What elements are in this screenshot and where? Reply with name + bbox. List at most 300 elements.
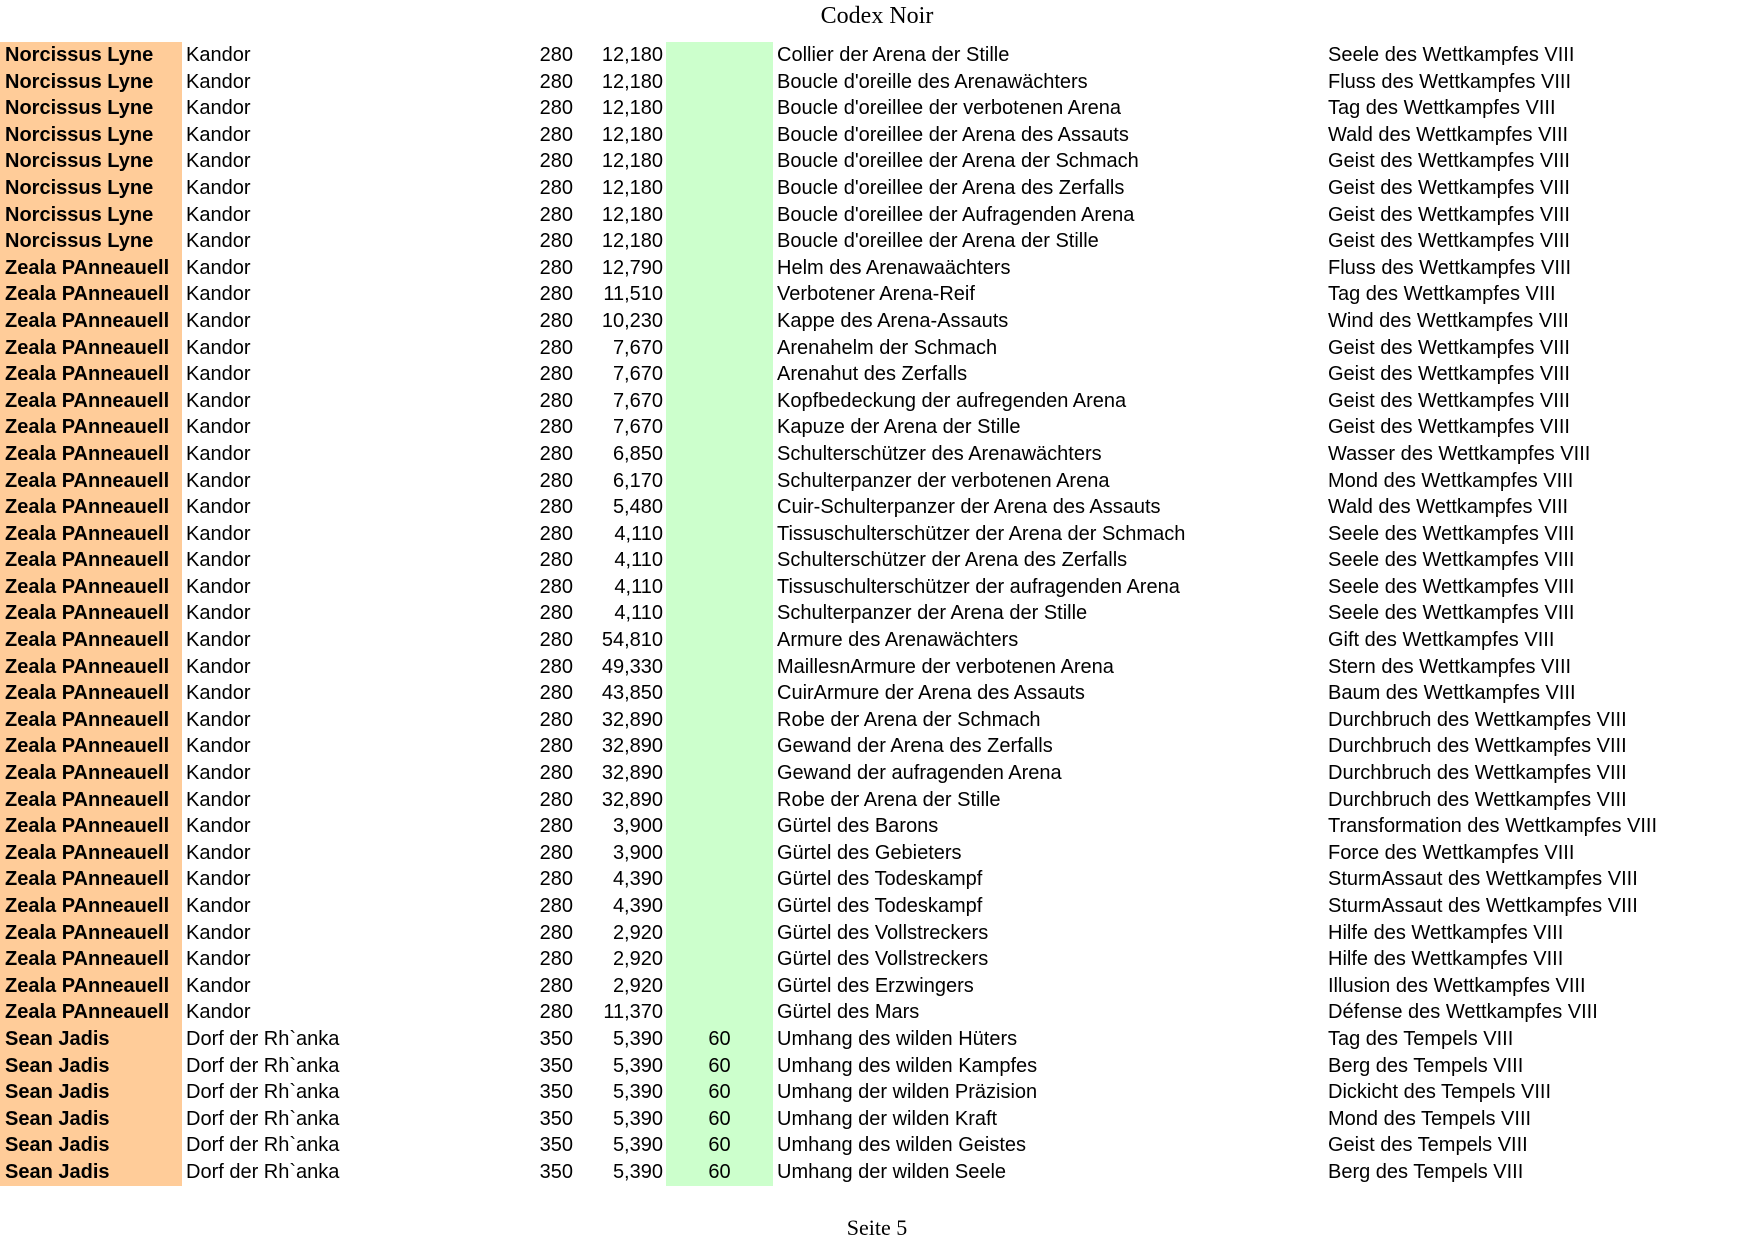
location-cell: Kandor — [186, 708, 251, 731]
table-row — [0, 920, 1754, 947]
reward-cell: Seele des Wettkampfes VIII — [1328, 602, 1575, 625]
price-cell: 32,890 — [601, 762, 663, 785]
extra-cell — [666, 973, 773, 1000]
reward-cell: Hilfe des Wettkampfes VIII — [1328, 921, 1564, 944]
extra-cell: 60 — [666, 1026, 773, 1053]
npc-name-cell: Zeala PAnneauell — [0, 946, 182, 973]
price-cell: 12,180 — [601, 44, 663, 66]
table-row — [0, 255, 1754, 282]
reward-cell: Défense des Wettkampfes VIII — [1328, 1001, 1598, 1024]
reward-cell: Gift des Wettkampfes VIII — [1328, 629, 1555, 652]
reward-cell: Stern des Wettkampfes VIII — [1328, 655, 1572, 678]
location-cell: Kandor — [186, 97, 251, 120]
level-cell: 280 — [539, 1001, 573, 1024]
location-cell: Dorf der Rh`anka — [186, 1160, 340, 1183]
location-cell: Kandor — [186, 841, 251, 864]
price-cell: 4,110 — [614, 522, 663, 545]
npc-name-cell: Zeala PAnneauell — [0, 255, 182, 282]
extra-cell — [666, 547, 773, 574]
item-name-cell: Armure des Arenawächters — [777, 629, 1019, 652]
table-row — [0, 361, 1754, 388]
location-cell: Kandor — [186, 442, 251, 465]
extra-cell — [666, 441, 773, 468]
table-row — [0, 760, 1754, 787]
level-cell: 350 — [539, 1107, 573, 1130]
table-row — [0, 680, 1754, 707]
location-cell: Kandor — [186, 655, 251, 678]
level-cell: 280 — [539, 256, 573, 279]
reward-cell: Transformation des Wettkampfes VIII — [1328, 815, 1658, 838]
location-cell: Kandor — [186, 283, 251, 306]
location-cell: Kandor — [186, 230, 251, 253]
table-row — [0, 308, 1754, 335]
table-row — [0, 1159, 1754, 1186]
price-cell: 12,180 — [601, 97, 663, 120]
level-cell: 280 — [539, 682, 573, 705]
item-name-cell: Robe der Arena der Schmach — [777, 708, 1041, 731]
level-cell: 280 — [539, 788, 573, 811]
location-cell: Kandor — [186, 496, 251, 519]
extra-cell: 60 — [666, 1106, 773, 1133]
reward-cell: Geist des Wettkampfes VIII — [1328, 203, 1570, 226]
npc-name-cell: Norcissus Lyne — [0, 95, 182, 122]
extra-cell: 60 — [666, 1159, 773, 1186]
level-cell: 280 — [539, 469, 573, 492]
npc-name-cell: Zeala PAnneauell — [0, 361, 182, 388]
extra-cell: 60 — [666, 1053, 773, 1080]
reward-cell: Wind des Wettkampfes VIII — [1328, 309, 1569, 332]
level-cell: 280 — [539, 442, 573, 465]
npc-name-cell: Norcissus Lyne — [0, 69, 182, 96]
location-cell: Kandor — [186, 974, 251, 997]
level-cell: 280 — [539, 70, 573, 93]
level-cell: 280 — [539, 283, 573, 306]
table-row — [0, 600, 1754, 627]
npc-name-cell: Zeala PAnneauell — [0, 707, 182, 734]
location-cell: Dorf der Rh`anka — [186, 1027, 340, 1050]
extra-cell — [666, 42, 773, 69]
npc-name-cell: Zeala PAnneauell — [0, 893, 182, 920]
item-name-cell: Kapuze der Arena der Stille — [777, 416, 1021, 439]
extra-cell — [666, 627, 773, 654]
location-cell: Kandor — [186, 416, 251, 439]
table-row — [0, 414, 1754, 441]
reward-cell: Mond des Wettkampfes VIII — [1328, 469, 1574, 492]
extra-cell — [666, 494, 773, 521]
level-cell: 280 — [539, 123, 573, 146]
location-cell: Kandor — [186, 256, 251, 279]
item-name-cell: Gürtel des Vollstreckers — [777, 921, 989, 944]
extra-cell — [666, 787, 773, 814]
reward-cell: Mond des Tempels VIII — [1328, 1107, 1532, 1130]
level-cell: 350 — [539, 1054, 573, 1077]
item-name-cell: Gürtel des Vollstreckers — [777, 948, 989, 971]
price-cell: 12,180 — [601, 203, 663, 226]
reward-cell: Seele des Wettkampfes VIII — [1328, 575, 1575, 598]
table-row — [0, 973, 1754, 1000]
price-cell: 5,390 — [612, 1054, 663, 1077]
price-cell: 5,480 — [612, 496, 663, 519]
npc-name-cell: Zeala PAnneauell — [0, 600, 182, 627]
level-cell: 280 — [539, 522, 573, 545]
extra-cell: 60 — [666, 1079, 773, 1106]
npc-name-cell: Norcissus Lyne — [0, 148, 182, 175]
price-cell: 7,670 — [612, 389, 663, 412]
item-name-cell: Kappe des Arena-Assauts — [777, 309, 1009, 332]
item-name-cell: Umhang der wilden Kraft — [777, 1107, 998, 1130]
level-cell: 280 — [539, 363, 573, 386]
npc-name-cell: Zeala PAnneauell — [0, 813, 182, 840]
npc-name-cell: Norcissus Lyne — [0, 175, 182, 202]
table-row — [0, 866, 1754, 893]
extra-cell — [666, 148, 773, 175]
npc-name-cell: Zeala PAnneauell — [0, 308, 182, 335]
table-row — [0, 1106, 1754, 1133]
extra-cell — [666, 69, 773, 96]
reward-cell: Wasser des Wettkampfes VIII — [1328, 442, 1591, 465]
table-row — [0, 175, 1754, 202]
reward-cell: Durchbruch des Wettkampfes VIII — [1328, 762, 1627, 785]
extra-cell — [666, 733, 773, 760]
location-cell: Dorf der Rh`anka — [186, 1107, 340, 1130]
price-cell: 7,670 — [612, 336, 663, 359]
level-cell: 280 — [539, 841, 573, 864]
price-cell: 32,890 — [601, 788, 663, 811]
spreadsheet-table — [0, 42, 1754, 1186]
item-name-cell: Gürtel des Erzwingers — [777, 974, 974, 997]
npc-name-cell: Zeala PAnneauell — [0, 866, 182, 893]
location-cell: Kandor — [186, 762, 251, 785]
level-cell: 280 — [539, 230, 573, 253]
level-cell: 280 — [539, 868, 573, 891]
item-name-cell: CuirArmure der Arena des Assauts — [777, 682, 1085, 705]
extra-cell — [666, 574, 773, 601]
location-cell: Kandor — [186, 150, 251, 173]
level-cell: 280 — [539, 895, 573, 917]
table-row — [0, 1079, 1754, 1106]
reward-cell: Durchbruch des Wettkampfes VIII — [1328, 735, 1627, 758]
extra-cell — [666, 840, 773, 867]
npc-name-cell: Sean Jadis — [0, 1159, 182, 1186]
table-row — [0, 1132, 1754, 1159]
npc-name-cell: Sean Jadis — [0, 1053, 182, 1080]
location-cell: Dorf der Rh`anka — [186, 1054, 340, 1077]
location-cell: Kandor — [186, 70, 251, 93]
table-row — [0, 654, 1754, 681]
level-cell: 280 — [539, 97, 573, 120]
reward-cell: Geist des Wettkampfes VIII — [1328, 176, 1570, 199]
reward-cell: Geist des Wettkampfes VIII — [1328, 389, 1570, 412]
table-row — [0, 42, 1754, 69]
extra-cell — [666, 920, 773, 947]
reward-cell: Durchbruch des Wettkampfes VIII — [1328, 788, 1627, 811]
location-cell: Kandor — [186, 602, 251, 625]
table-row — [0, 840, 1754, 867]
price-cell: 12,180 — [601, 70, 663, 93]
price-cell: 11,510 — [603, 283, 663, 306]
table-row — [0, 69, 1754, 96]
table-row — [0, 388, 1754, 415]
table-row — [0, 733, 1754, 760]
table-row — [0, 574, 1754, 601]
reward-cell: Geist des Tempels VIII — [1328, 1134, 1528, 1157]
item-name-cell: Gürtel des Barons — [777, 815, 939, 838]
level-cell: 350 — [539, 1027, 573, 1050]
extra-cell — [666, 175, 773, 202]
location-cell: Kandor — [186, 203, 251, 226]
reward-cell: Force des Wettkampfes VIII — [1328, 841, 1575, 864]
level-cell: 280 — [539, 496, 573, 519]
extra-cell — [666, 760, 773, 787]
location-cell: Kandor — [186, 629, 251, 652]
price-cell: 4,390 — [612, 895, 663, 917]
reward-cell: Wald des Wettkampfes VIII — [1328, 123, 1569, 146]
table-row — [0, 494, 1754, 521]
reward-cell: Berg des Tempels VIII — [1328, 1160, 1524, 1183]
extra-cell — [666, 866, 773, 893]
npc-name-cell: Sean Jadis — [0, 1079, 182, 1106]
extra-cell — [666, 255, 773, 282]
reward-cell: Geist des Wettkampfes VIII — [1328, 150, 1570, 173]
npc-name-cell: Zeala PAnneauell — [0, 760, 182, 787]
extra-cell — [666, 680, 773, 707]
level-cell: 280 — [539, 629, 573, 652]
price-cell: 43,850 — [601, 682, 663, 705]
reward-cell: Tag des Wettkampfes VIII — [1328, 283, 1556, 306]
npc-name-cell: Zeala PAnneauell — [0, 521, 182, 548]
reward-cell: Durchbruch des Wettkampfes VIII — [1328, 708, 1627, 731]
price-cell: 5,390 — [612, 1107, 663, 1130]
npc-name-cell: Zeala PAnneauell — [0, 494, 182, 521]
npc-name-cell: Sean Jadis — [0, 1026, 182, 1053]
table-row — [0, 521, 1754, 548]
price-cell: 4,110 — [614, 575, 663, 598]
item-name-cell: Umhang des wilden Kampfes — [777, 1054, 1038, 1077]
item-name-cell: Boucle d'oreille des Arenawächters — [777, 70, 1088, 93]
reward-cell: Baum des Wettkampfes VIII — [1328, 682, 1576, 705]
item-name-cell: Umhang des wilden Geistes — [777, 1134, 1027, 1157]
location-cell: Kandor — [186, 176, 251, 199]
reward-cell: Fluss des Wettkampfes VIII — [1328, 256, 1572, 279]
reward-cell: SturmAssaut des Wettkampfes VIII — [1328, 868, 1638, 891]
location-cell: Kandor — [186, 44, 251, 66]
item-name-cell: Umhang der wilden Präzision — [777, 1081, 1038, 1104]
item-name-cell: Tissuschulterschützer der aufragenden Arena — [777, 575, 1180, 598]
item-name-cell: Helm des Arenawaächters — [777, 256, 1011, 279]
level-cell: 280 — [539, 602, 573, 625]
price-cell: 4,110 — [614, 549, 663, 572]
level-cell: 280 — [539, 309, 573, 332]
extra-cell — [666, 414, 773, 441]
price-cell: 10,230 — [601, 309, 663, 332]
page-footer: Seite 5 — [846, 1215, 908, 1240]
reward-cell: Geist des Wettkampfes VIII — [1328, 416, 1570, 439]
npc-name-cell: Norcissus Lyne — [0, 228, 182, 255]
location-cell: Kandor — [186, 336, 251, 359]
location-cell: Kandor — [186, 363, 251, 386]
price-cell: 32,890 — [601, 735, 663, 758]
table-row — [0, 893, 1754, 920]
item-name-cell: Gürtel des Gebieters — [777, 841, 962, 864]
npc-name-cell: Zeala PAnneauell — [0, 547, 182, 574]
location-cell: Kandor — [186, 1001, 251, 1024]
table-row — [0, 787, 1754, 814]
table-row — [0, 202, 1754, 229]
item-name-cell: Gürtel des Todeskampf — [777, 895, 983, 917]
level-cell: 280 — [539, 150, 573, 173]
level-cell: 280 — [539, 921, 573, 944]
npc-name-cell: Zeala PAnneauell — [0, 840, 182, 867]
price-cell: 4,110 — [614, 602, 663, 625]
item-name-cell: Kopfbedeckung der aufregenden Arena — [777, 389, 1127, 412]
extra-cell — [666, 335, 773, 362]
price-cell: 5,390 — [612, 1134, 663, 1157]
item-name-cell: Umhang der wilden Seele — [777, 1160, 1007, 1183]
npc-name-cell: Zeala PAnneauell — [0, 388, 182, 415]
table-row — [0, 228, 1754, 255]
item-name-cell: Boucle d'oreillee der Arena des Assauts — [777, 123, 1129, 146]
reward-cell: Tag des Tempels VIII — [1328, 1027, 1514, 1050]
location-cell: Kandor — [186, 389, 251, 412]
location-cell: Kandor — [186, 788, 251, 811]
extra-cell — [666, 813, 773, 840]
item-name-cell: Boucle d'oreillee der Aufragenden Arena — [777, 203, 1135, 226]
level-cell: 350 — [539, 1081, 573, 1104]
npc-name-cell: Zeala PAnneauell — [0, 627, 182, 654]
item-name-cell: Arenahut des Zerfalls — [777, 363, 968, 386]
extra-cell — [666, 707, 773, 734]
location-cell: Kandor — [186, 309, 251, 332]
level-cell: 350 — [539, 1160, 573, 1183]
table-row — [0, 946, 1754, 973]
table-row — [0, 999, 1754, 1026]
price-cell: 2,920 — [612, 974, 663, 997]
reward-cell: SturmAssaut des Wettkampfes VIII — [1328, 895, 1638, 917]
item-name-cell: Umhang des wilden Hüters — [777, 1027, 1018, 1050]
table-row — [0, 1026, 1754, 1053]
item-name-cell: Gürtel des Mars — [777, 1001, 920, 1024]
level-cell: 280 — [539, 389, 573, 412]
price-cell: 6,170 — [612, 469, 663, 492]
extra-cell — [666, 654, 773, 681]
reward-cell: Seele des Wettkampfes VIII — [1328, 522, 1575, 545]
location-cell: Dorf der Rh`anka — [186, 1081, 340, 1104]
item-name-cell: Gürtel des Todeskampf — [777, 868, 983, 891]
npc-name-cell: Norcissus Lyne — [0, 202, 182, 229]
extra-cell — [666, 228, 773, 255]
price-cell: 3,900 — [612, 841, 663, 864]
npc-name-cell: Zeala PAnneauell — [0, 281, 182, 308]
level-cell: 280 — [539, 575, 573, 598]
item-name-cell: Tissuschulterschützer der Arena der Schmach — [777, 522, 1186, 545]
npc-name-cell: Zeala PAnneauell — [0, 335, 182, 362]
table-row — [0, 1053, 1754, 1080]
item-name-cell: Boucle d'oreillee der Arena der Stille — [777, 230, 1099, 253]
item-name-cell: Boucle d'oreillee der verbotenen Arena — [777, 97, 1122, 120]
extra-cell: 60 — [666, 1132, 773, 1159]
item-name-cell: Boucle d'oreillee der Arena des Zerfalls — [777, 176, 1125, 199]
table-row — [0, 281, 1754, 308]
reward-cell: Berg des Tempels VIII — [1328, 1054, 1524, 1077]
level-cell: 280 — [539, 762, 573, 785]
price-cell: 12,180 — [601, 123, 663, 146]
extra-cell — [666, 893, 773, 920]
location-cell: Kandor — [186, 815, 251, 838]
level-cell: 280 — [539, 549, 573, 572]
price-cell: 54,810 — [601, 629, 663, 652]
item-name-cell: Schulterschützer der Arena des Zerfalls — [777, 549, 1128, 572]
reward-cell: Geist des Wettkampfes VIII — [1328, 336, 1570, 359]
price-cell: 2,920 — [612, 921, 663, 944]
price-cell: 5,390 — [612, 1027, 663, 1050]
item-name-cell: Robe der Arena der Stille — [777, 788, 1001, 811]
location-cell: Kandor — [186, 735, 251, 758]
extra-cell — [666, 946, 773, 973]
npc-name-cell: Zeala PAnneauell — [0, 920, 182, 947]
item-name-cell: Collier der Arena der Stille — [777, 44, 1010, 66]
price-cell: 49,330 — [601, 655, 663, 678]
reward-cell: Dickicht des Tempels VIII — [1328, 1081, 1552, 1104]
price-cell: 4,390 — [612, 868, 663, 891]
item-name-cell: MaillesnArmure der verbotenen Arena — [777, 655, 1114, 678]
extra-cell — [666, 521, 773, 548]
location-cell: Kandor — [186, 868, 251, 891]
extra-cell — [666, 281, 773, 308]
table-row — [0, 547, 1754, 574]
npc-name-cell: Norcissus Lyne — [0, 42, 182, 69]
page-title: Codex Noir — [820, 3, 934, 29]
level-cell: 280 — [539, 735, 573, 758]
npc-name-cell: Sean Jadis — [0, 1132, 182, 1159]
level-cell: 280 — [539, 708, 573, 731]
location-cell: Kandor — [186, 575, 251, 598]
price-cell: 12,790 — [601, 256, 663, 279]
price-cell: 7,670 — [612, 416, 663, 439]
extra-cell — [666, 202, 773, 229]
table-row — [0, 813, 1754, 840]
location-cell: Kandor — [186, 549, 251, 572]
level-cell: 350 — [539, 1134, 573, 1157]
item-name-cell: Cuir-Schulterpanzer der Arena des Assauts — [777, 496, 1161, 519]
price-cell: 3,900 — [612, 815, 663, 838]
level-cell: 280 — [539, 655, 573, 678]
npc-name-cell: Sean Jadis — [0, 1106, 182, 1133]
reward-cell: Seele des Wettkampfes VIII — [1328, 549, 1575, 572]
price-cell: 6,850 — [612, 442, 663, 465]
table-row — [0, 148, 1754, 175]
table-row — [0, 468, 1754, 495]
npc-name-cell: Norcissus Lyne — [0, 122, 182, 149]
level-cell: 280 — [539, 974, 573, 997]
level-cell: 280 — [539, 203, 573, 226]
npc-name-cell: Zeala PAnneauell — [0, 787, 182, 814]
price-cell: 12,180 — [601, 230, 663, 253]
table-row — [0, 122, 1754, 149]
item-name-cell: Boucle d'oreillee der Arena der Schmach — [777, 150, 1139, 173]
level-cell: 280 — [539, 416, 573, 439]
npc-name-cell: Zeala PAnneauell — [0, 733, 182, 760]
price-cell: 12,180 — [601, 176, 663, 199]
table-row — [0, 441, 1754, 468]
reward-cell: Geist des Wettkampfes VIII — [1328, 230, 1570, 253]
reward-cell: Tag des Wettkampfes VIII — [1328, 97, 1556, 120]
item-name-cell: Schulterpanzer der verbotenen Arena — [777, 469, 1110, 492]
price-cell: 11,370 — [603, 1001, 663, 1024]
level-cell: 280 — [539, 176, 573, 199]
location-cell: Kandor — [186, 522, 251, 545]
price-cell: 5,390 — [612, 1081, 663, 1104]
item-name-cell: Schulterschützer des Arenawächters — [777, 442, 1102, 465]
